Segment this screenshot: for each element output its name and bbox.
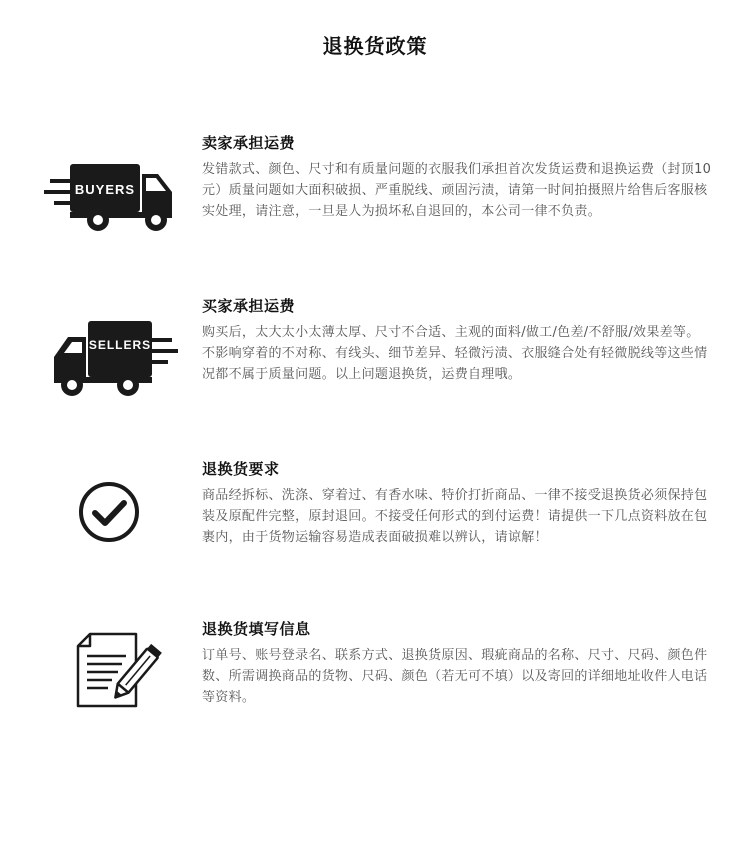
document-pencil-icon (40, 622, 180, 722)
section-body: 发错款式、颜色、尺寸和有质量问题的衣服我们承担首次发货运费和退换运费（封顶10元）质量问题如大面积破损、严重脱线、顽固污渍，请第一时间拍摄照片给售后客服核实处理，请注意，一旦是人为损坏私自退回的，本公司一律不负责。 (202, 162, 712, 219)
truck-icon (40, 313, 180, 413)
section-body: 购买后，太大太小太薄太厚、尺寸不合适、主观的面料/做工/色差/不舒服/效果差等。不影响穿着的不对称、有线头、细节差异、轻微污渍、衣服缝合处有轻微脱线等这些情况都不属于质量问题。以上问题退换货，运费自理哦。 (202, 325, 708, 382)
section-heading: 买家承担运费 (202, 297, 296, 315)
section-heading: 退换货填写信息 (202, 620, 311, 638)
section-heading: 退换货要求 (202, 460, 280, 478)
truck-label: BUYERS (74, 182, 136, 197)
checkmark-circle-icon (40, 476, 180, 576)
section-body: 订单号、账号登录名、联系方式、退换货原因、瑕疵商品的名称、尺寸、尺码、颜色件数、所需调换商品的货物、尺码、颜色（若无可不填）以及寄回的详细地址收件人电话等资料。 (202, 648, 708, 705)
section-body: 商品经拆标、洗涤、穿着过、有香水味、特价打折商品、一律不接受退换货必须保持包装及原配件完整，原封退回。不接受任何形式的到付运费！请提供一下几点资料放在包裹内，由于货物运输容易造成表面破损难以辨认，请谅解！ (202, 488, 708, 545)
truck-label: SELLERS (88, 338, 152, 352)
page-title: 退换货政策 (322, 34, 428, 58)
section-heading: 卖家承担运费 (202, 134, 296, 152)
truck-icon (40, 162, 180, 262)
